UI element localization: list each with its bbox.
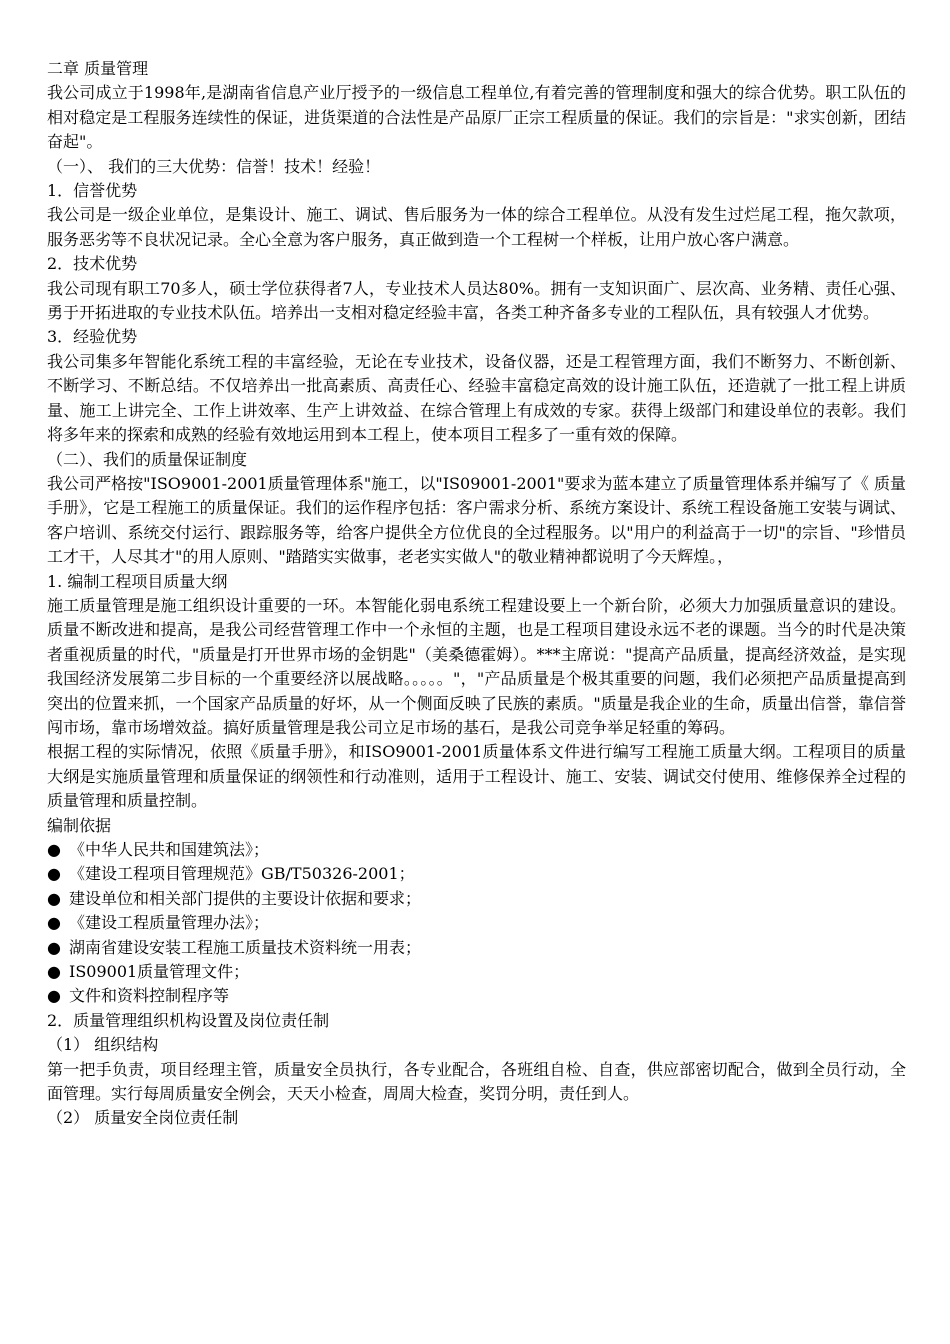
org-subheading-structure: （1） 组织结构: [47, 1035, 159, 1055]
outline-paragraph-2: 根据工程的实际情况，依照《质量手册》，和ISO9001-2001质量体系文件进行编写工程施工质量大纲。工程项目的质量大纲是实施质量管理和质量保证的纲领性和行动准则，适用于工程设计、施工、安装、调试交付使用、维修保养全过程的质量管理和质量控制。: [47, 742, 906, 811]
basis-list: [47, 838, 906, 1009]
org-subheading-responsibility: （2） 质量安全岗位责任制: [47, 1108, 239, 1128]
list-item: [47, 984, 906, 1008]
outline-paragraph-1: 施工质量管理是施工组织设计重要的一环。本智能化弱电系统工程建设要上一个新台阶，必须大力加强质量意识的建设。质量不断改进和提高，是我公司经营管理工作中一个永恒的主题，也是工程项目建设永远不老的课题。当今的时代是决策者重视质量的时代，"质量是打开世界市场的金钥匙"（美桑德霍姆）。***主席说："提高产品质量，提高经济效益，是实现我国经济发展第二步目标的一个重要经济以展战略。。。。。"，"产品质量是个极其重要的问题，我们必须把产品质量提高到突出的位置来抓，一个国家产品质量的好坏，从一个侧面反映了民族的素质。"质量是我企业的生命，质量出信誉，靠信誉闯市场，靠市场增效益。搞好质量管理是我公司立足市场的基石，是我公司竞争举足轻重的筹码。: [47, 595, 906, 737]
list-item: [47, 936, 906, 960]
bullet-icon: ●: [47, 840, 61, 859]
section-heading-advantages: （一）、 我们的三大优势：信誉！技术！经验！: [47, 156, 381, 176]
bullet-icon: ●: [47, 986, 61, 1006]
list-item-text: 《中华人民共和国建筑法》；: [69, 840, 270, 859]
bullet-icon: ●: [47, 962, 61, 982]
bullet-icon: ●: [47, 888, 61, 908]
list-item: [47, 862, 906, 886]
list-item-text: 《建设工程质量管理办法》；: [69, 913, 270, 933]
experience-paragraph: 我公司集多年智能化系统工程的丰富经验，无论在专业技术，设备仪器，还是工程管理方面，我们不断努力、不断创新、不断学习、不断总结。不仅培养出一批高素质、高责任心、经验丰富稳定高效的设计施工队伍，还造就了一批工程上讲质量、施工上讲完全、工作上讲效率、生产上讲效益、在综合管理上有成效的专家。获得上级部门和建设单位的表彰。我们将多年来的探索和成熟的经验有效地运用到本工程上，使本项目工程多了一重有效的保障。: [47, 351, 906, 445]
bullet-icon: ●: [47, 937, 61, 957]
chapter-title: 二章 质量管理: [47, 59, 149, 78]
list-item: [47, 960, 906, 984]
outline-heading: 1. 编制工程项目质量大纲: [47, 571, 228, 591]
list-item-text: 建设单位和相关部门提供的主要设计依据和要求；: [69, 888, 422, 908]
list-item: [47, 887, 906, 911]
quality-system-paragraph: 我公司严格按"ISO9001-2001质量管理体系"施工，以"IS09001-2001"要求为蓝本建立了质量管理体系并编写了《 质量手册》，它是工程施工的质量保证。我们的运作程序包括：客户需求分析、系统方案设计、系统工程设备施工安装与调试、客户培训、系统交付运行、跟踪服务等，给客户提供全方位优良的全过程服务。以"用户的利益高于一切"的宗旨、"珍惜员工才干，人尽其才"的用人原则、"踏踏实实做事，老老实实做人"的敬业精神都说明了今天辉煌。，: [47, 473, 906, 567]
list-item: [47, 911, 906, 935]
credit-heading: 1．信誉优势: [47, 181, 138, 201]
bullet-icon: ●: [47, 913, 61, 933]
basis-heading: 编制依据: [47, 815, 112, 835]
intro-paragraph: 我公司成立于1998年,是湖南省信息产业厅授予的一级信息工程单位,有着完善的管理制度和强大的综合优势。职工队伍的相对稳定是工程服务连续性的保证，进货渠道的合法性是产品原厂正宗工程质量的保证。我们的宗旨是："求实创新，团结奋起"。: [47, 83, 906, 152]
section-heading-quality-system: （二）、我们的质量保证制度: [47, 449, 248, 469]
credit-paragraph: 我公司是一级企业单位，是集设计、施工、调试、售后服务为一体的综合工程单位。从没有发生过烂尾工程，拖欠款项，服务恶劣等不良状况记录。全心全意为客户服务，真正做到造一个工程树一个样板，让用户放心客户满意。: [47, 205, 906, 249]
org-paragraph: 第一把手负责，项目经理主管，质量安全员执行，各专业配合，各班组自检、自查，供应部密切配合，做到全员行动，全面管理。实行每周质量安全例会，天天小检查，周周大检查，奖罚分明，责任到人。: [47, 1059, 906, 1104]
list-item-text: IS09001质量管理文件；: [69, 962, 250, 982]
list-item-text: 湖南省建设安装工程施工质量技术资料统一用表；: [69, 937, 422, 957]
list-item-text: 《建设工程项目管理规范》GB/T50326-2001；: [69, 864, 415, 884]
list-item-text: 文件和资料控制程序等: [69, 986, 230, 1006]
bullet-icon: ●: [47, 864, 61, 884]
list-item: [47, 838, 906, 862]
tech-heading: 2．技术优势: [47, 254, 138, 274]
tech-paragraph: 我公司现有职工70多人，硕士学位获得者7人，专业技术人员达80%。拥有一支知识面广、层次高、业务精、责任心强、勇于开拓进取的专业技术队伍。培养出一支相对稳定经验丰富，各类工种齐备多专业的工程队伍，具有较强人才优势。: [47, 278, 906, 323]
experience-heading: 3．经验优势: [47, 327, 138, 347]
org-heading: 2．质量管理组织机构设置及岗位责任制: [47, 1010, 330, 1030]
